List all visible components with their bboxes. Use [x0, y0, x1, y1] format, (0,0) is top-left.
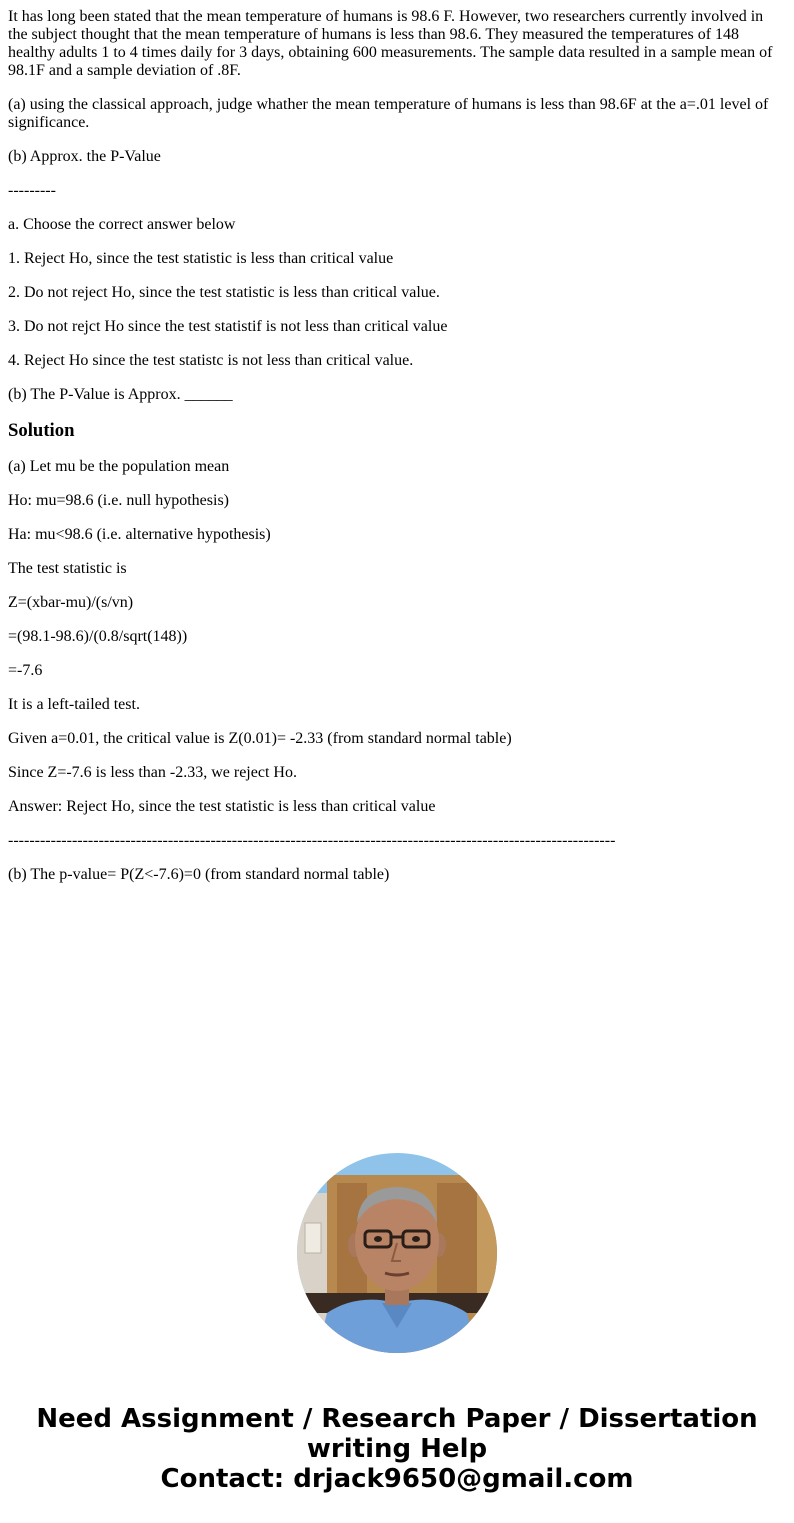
solution-line: (a) Let mu be the population mean — [8, 458, 230, 475]
answer-option-4: 4. Reject Ho since the test statistc is not less than critical value. — [8, 352, 414, 369]
question-intro: It has long been stated that the mean temperature of humans is 98.6 F. However, two researchers currently involved in the subject thought that the mean temperature of humans is less than 98.6. They measured the temperatures of 148 healthy adults 1 to 4 times daily for 3 days, obtaining 600 measurements. The sample data resulted in a sample mean of 98.1F and a sample deviation of .8F. — [8, 8, 773, 79]
avatar-photo — [297, 1153, 497, 1353]
question-part-a: (a) using the classical approach, judge whather the mean temperature of humans is less than 98.6F at the a=.01 level of significance. — [8, 96, 769, 131]
question-separator: --------- — [8, 182, 56, 199]
solution-line: Ho: mu=98.6 (i.e. null hypothesis) — [8, 492, 230, 509]
p-value-prompt: (b) The P-Value is Approx. ______ — [8, 386, 233, 403]
question-part-b: (b) Approx. the P-Value — [8, 148, 161, 165]
answer-option-3: 3. Do not rejct Ho since the test statistif is not less than critical value — [8, 318, 448, 335]
solution-line: =(98.1-98.6)/(0.8/sqrt(148)) — [8, 628, 188, 645]
solution-line: It is a left-tailed test. — [8, 696, 140, 713]
contact-footer — [0, 1404, 794, 1494]
choose-prompt: a. Choose the correct answer below — [8, 216, 236, 233]
answer-option-2: 2. Do not reject Ho, since the test statistic is less than critical value. — [8, 284, 440, 301]
solution-line: =-7.6 — [8, 662, 43, 679]
solution-line: The test statistic is — [8, 560, 127, 577]
solution-heading: Solution — [8, 420, 75, 441]
footer-contact-line: Contact: drjack9650@gmail.com — [160, 1464, 634, 1494]
footer-help-line: Need Assignment / Research Paper / Dissertation writing Help — [36, 1404, 758, 1464]
solution-line: Ha: mu<98.6 (i.e. alternative hypothesis) — [8, 526, 271, 543]
avatar — [297, 1153, 497, 1353]
solution-line: Answer: Reject Ho, since the test statistic is less than critical value — [8, 798, 436, 815]
answer-option-1: 1. Reject Ho, since the test statistic is less than critical value — [8, 250, 394, 267]
solution-part-b: (b) The p-value= P(Z<-7.6)=0 (from standard normal table) — [8, 866, 390, 883]
solution-line: Since Z=-7.6 is less than -2.33, we reject Ho. — [8, 764, 297, 781]
solution-line: Z=(xbar-mu)/(s/vn) — [8, 594, 134, 611]
solution-separator: ------------------------------------------------------------------------------------------------------------------ — [8, 832, 616, 849]
solution-line: Given a=0.01, the critical value is Z(0.01)= -2.33 (from standard normal table) — [8, 730, 512, 747]
